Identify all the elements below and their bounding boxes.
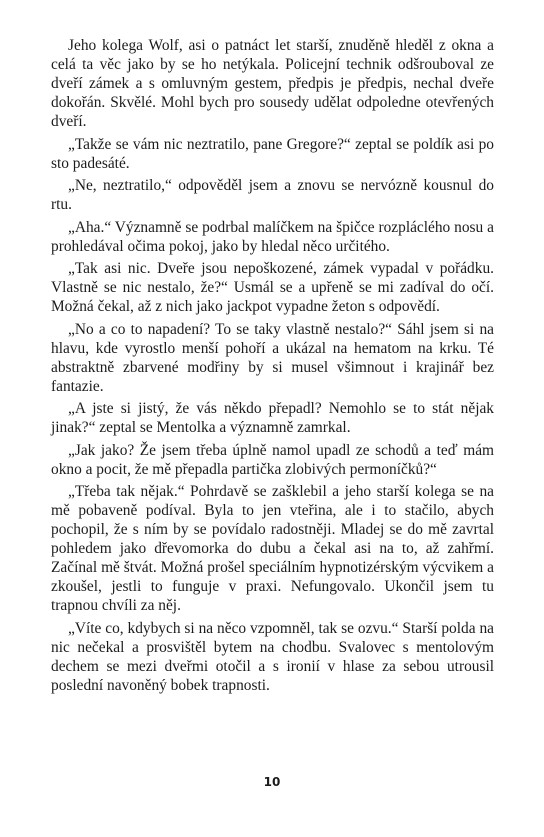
- paragraph: „A jste si jistý, že vás někdo přepadl? Nemohlo se to stát nějak jinak?“ zeptal se Mentolka a významně zamrkal.: [51, 400, 494, 436]
- paragraph: „Tak asi nic. Dveře jsou nepoškozené, zámek vypadal v pořádku. Vlastně se nic nestalo, že?“ Usmál se a upřeně se mi zadíval do očí. Možná čekal, až z nich jako jackpot vypadne žeton s odpovědí.: [51, 260, 494, 315]
- paragraph: „Víte co, kdybych si na něco vzpomněl, tak se ozvu.“ Starší polda na nic nečekal a prosvištěl bytem na chodbu. Svalovec s mentolovým dechem se mezi dveřmi otočil a s ironií v hlase za sebou utrousil poslední navoněný bobek trapnosti.: [51, 619, 494, 694]
- paragraph: „Třeba tak nějak.“ Pohrdavě se zašklebil a jeho starší kolega se na mě pobaveně podíval. Byla to jen vteřina, ale i to stačilo, abych pochopil, že s ním by se povídalo radostněji. Mladej se do mě zavrtal pohledem jako dřevomorka do dubu a čekal asi na to, až zahřmí. Začínal mě štvát. Možná prošel speciálním hypnotizérským výcvikem a zkoušel, jestli to funguje v praxi. Nefungovalo. Ukončil jsem tu trapnou chvíli za něj.: [51, 483, 494, 614]
- paragraph: „Ne, neztratilo,“ odpověděl jsem a znovu se nervózně kousnul do rtu.: [51, 177, 494, 213]
- paragraph: „Jak jako? Že jsem třeba úplně namol upadl ze schodů a teď mám okno a pocit, že mě přepadla partička zlobivých permoníčků?“: [51, 441, 494, 478]
- paragraph: „Aha.“ Významně se podrbal malíčkem na špičce rozpláclého nosu a prohledával očima pokoj, jako by hledal něco určitého.: [51, 218, 494, 255]
- body-text: [51, 36, 494, 698]
- paragraph: „No a co to napadení? To se taky vlastně nestalo?“ Sáhl jsem si na hlavu, kde vyrostlo menší pohoří a ukázal na hematom na krku. Té abstraktně zbarvené modřiny by si musel všimnout i krajinář bez fantazie.: [51, 320, 494, 395]
- paragraph: „Takže se vám nic neztratilo, pane Gregore?“ zeptal se poldík asi po sto padesáté.: [51, 135, 494, 172]
- paragraph: Jeho kolega Wolf, asi o patnáct let starší, znuděně hleděl z okna a celá ta věc jako by se ho netýkala. Policejní technik odšrouboval ze dveří zámek a s omluvným gestem, předpis je předpis, nechal dveře dokořán. Skvělé. Mohl bych pro sousedy udělat odpoledne otevřených dveří.: [51, 37, 494, 130]
- page-number: 10: [263, 775, 281, 789]
